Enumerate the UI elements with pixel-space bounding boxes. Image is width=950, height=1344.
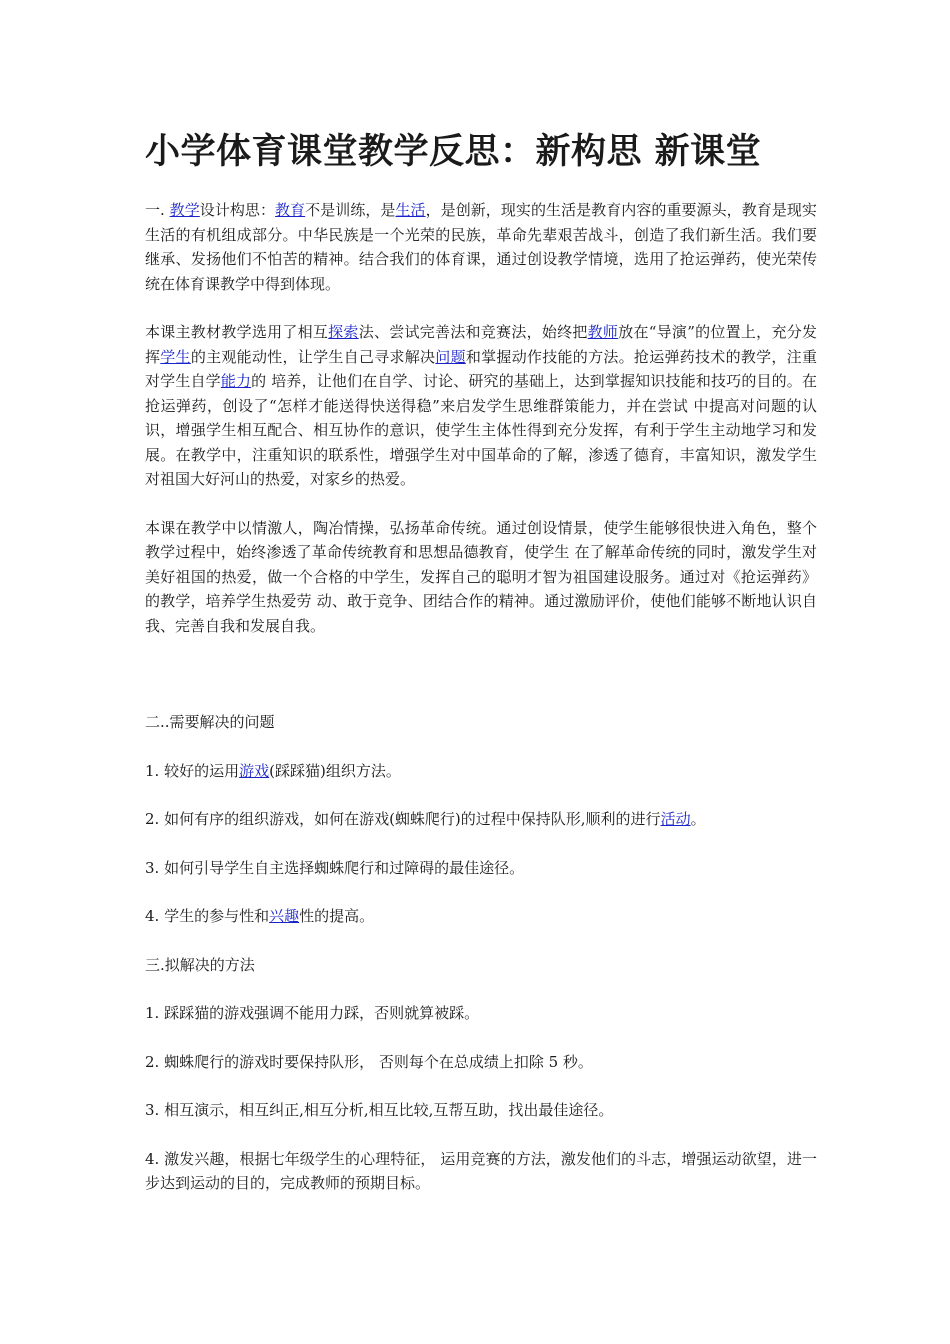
list-item: 4. 激发兴趣，根据七年级学生的心理特征， 运用竞赛的方法，激发他们的斗志，增强运动欲望，进一步达到运动的目的，完成教师的预期目标。 — [145, 1149, 817, 1192]
paragraph-design-concept — [145, 198, 817, 296]
spacer — [145, 832, 817, 856]
link-wenti[interactable]: 问题 — [435, 347, 466, 366]
list-item: 2. 蜘蛛爬行的游戏时要保持队形， 否则每个在总成绩上扣除 5 秒。 — [145, 1052, 593, 1071]
link-shenghuo[interactable]: 生活 — [395, 201, 426, 219]
document-page — [145, 128, 817, 1196]
spacer — [145, 296, 817, 320]
spacer — [145, 1026, 817, 1050]
spacer — [145, 1074, 817, 1098]
text: 本课主教材教学选用了相互 — [145, 323, 329, 341]
text: 的主观能动性，让学生自己寻求解决 — [190, 347, 436, 366]
section3-heading: 三.拟解决的方法 — [145, 955, 255, 974]
spacer — [145, 638, 817, 710]
text: 不是训练，是 — [305, 201, 396, 219]
text: (踩踩猫)组织方法。 — [269, 761, 401, 780]
text: 法、尝试完善法和竞赛法，始终把 — [358, 323, 588, 341]
text: 放在“导演”的位置上，充分发挥 — [145, 323, 817, 366]
spacer — [145, 977, 817, 1001]
page-title: 小学体育课堂教学反思：新构思 新课堂 — [145, 131, 762, 172]
text: 4. 学生的参与性和 — [145, 907, 270, 925]
text: ，是创新，现实的生活是教育内容的重要源头，教育是现实生活的有机组成部分。中华民族是一个光荣的民族，革命先辈艰苦战斗，创造了我们新生活。我们要继承、发扬他们不怕苦的精神。结合我们的体育课，通过创设教学情境，选用了抢运弹药，使光荣传统在体育课教学中得到体现。 — [145, 201, 817, 293]
text: 一. — [145, 201, 170, 219]
link-tansuo[interactable]: 探索 — [328, 323, 359, 341]
link-xuesheng[interactable]: 学生 — [160, 347, 191, 366]
text: 。 — [690, 810, 706, 828]
list-item: 1. 踩踩猫的游戏强调不能用力踩，否则就算被踩。 — [145, 1004, 480, 1022]
link-jiaoxue[interactable]: 教学 — [169, 201, 200, 219]
link-nengli[interactable]: 能力 — [220, 372, 252, 390]
spacer — [145, 880, 817, 904]
paragraph-teaching-method — [145, 320, 817, 492]
spacer — [145, 929, 817, 953]
link-jiaoshi[interactable]: 教师 — [587, 323, 619, 341]
text: 和掌握动作技能的方法。抢运弹药技术的教学，注重对学生自学 — [145, 347, 817, 390]
spacer — [145, 492, 817, 516]
text: 设计构思： — [199, 201, 276, 219]
list-item — [145, 904, 817, 929]
text: 性的提高。 — [299, 907, 375, 925]
section2-heading: 二..需要解决的问题 — [145, 713, 275, 731]
link-jiaoyu[interactable]: 教育 — [275, 201, 306, 219]
text: 的 培养，让他们在自学、讨论、研究的基础上，达到掌握知识技能和技巧的目的。在抢运弹药，创设了“怎样才能送得快送得稳”来启发学生思维群策能力，并在尝试 中提高对问题的认识，增强学生相互配合、相互协作的意识，使学生主体性得到充分发挥，有利于学生主动地学习和发展。在教学中，注重知识的联系性，增强学生对中国革命的了解，渗透了德育，丰富知识，激发学生对祖国大好河山的热爱，对家乡的热爱。 — [145, 372, 817, 488]
link-youxi[interactable]: 游戏 — [239, 761, 270, 780]
list-item — [145, 807, 817, 832]
text: 2. 如何有序的组织游戏，如何在游戏(蜘蛛爬行)的过程中保持队形,顺利的进行 — [145, 810, 661, 828]
link-xingqu[interactable]: 兴趣 — [269, 907, 300, 925]
text: 1. 较好的运用 — [145, 761, 240, 780]
spacer — [145, 783, 817, 807]
link-huodong[interactable]: 活动 — [660, 810, 691, 828]
list-item — [145, 759, 817, 784]
paragraph-emotion: 本课在教学中以情激人，陶冶情操，弘扬革命传统。通过创设情景，使学生能够很快进入角色，整个教学过程中，始终渗透了革命传统教育和思想品德教育，使学生 在了解革命传统的同时，激发学生对美好祖国的热爱，做一个合格的中学生，发挥自己的聪明才智为祖国建设服务。通过对《抢运弹药》的教学，培养学生热爱劳 动、敢于竞争、团结合作的精神。通过激励评价，使他们能够不断地认识自我、完善自我和发展自我。 — [145, 518, 817, 635]
list-item: 3. 如何引导学生自主选择蜘蛛爬行和过障碍的最佳途径。 — [145, 858, 525, 877]
spacer — [145, 735, 817, 759]
list-item: 3. 相互演示，相互纠正,相互分析,相互比较,互帮互助，找出最佳途径。 — [145, 1101, 614, 1119]
spacer — [145, 1123, 817, 1147]
